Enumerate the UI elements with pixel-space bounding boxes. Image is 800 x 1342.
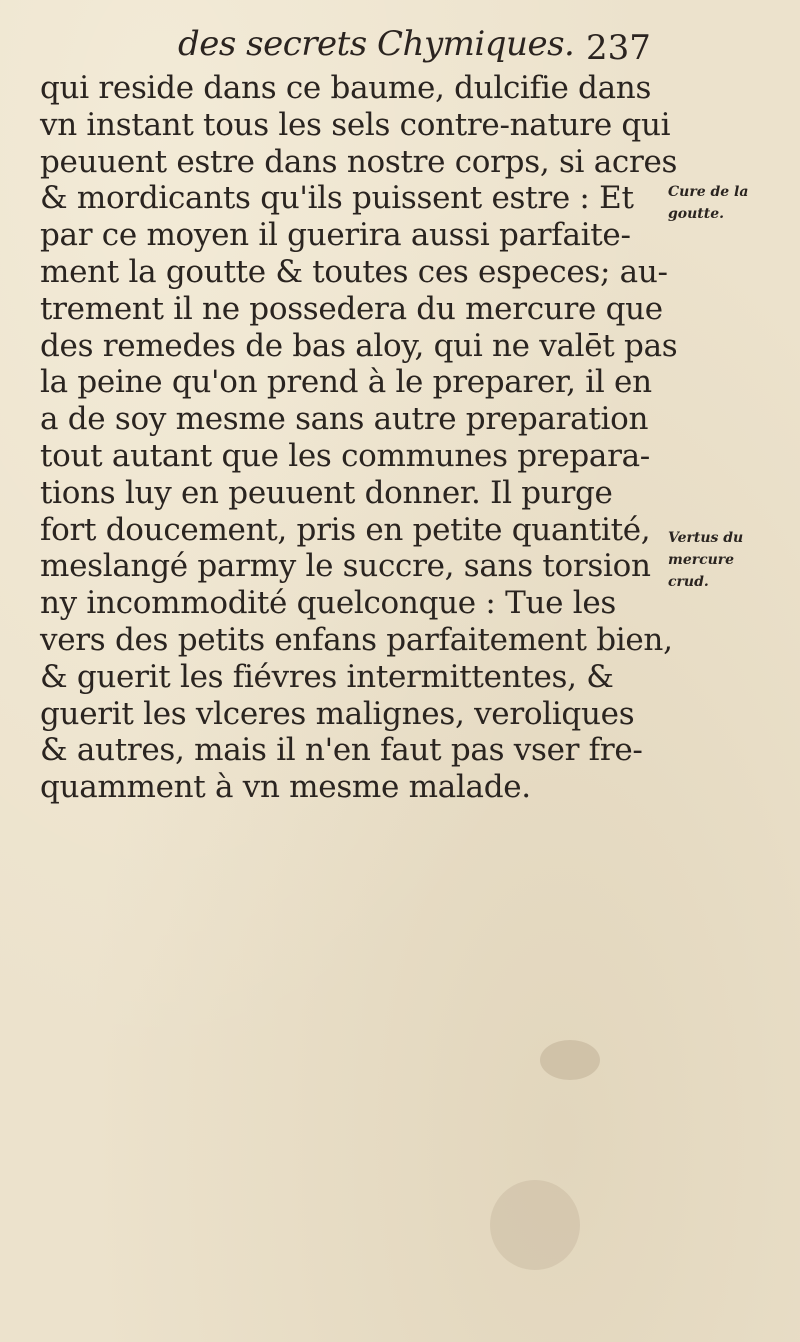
page-header xyxy=(0,18,800,68)
text-line: vers des petits enfans parfaitement bien, xyxy=(40,621,673,658)
text-line: quamment à vn mesme malade. xyxy=(40,769,531,806)
running-title: des secrets Chymiques. xyxy=(178,24,575,64)
text-line: ny incommodité quelconque : Tue les xyxy=(40,585,616,622)
text-line: par ce moyen il guerira aussi parfaite- xyxy=(40,217,631,254)
text-line: la peine qu'on prend à le preparer, il en xyxy=(40,364,652,401)
text-line: tions luy en peuuent donner. Il purge xyxy=(40,474,613,511)
text-line: peuuent estre dans nostre corps, si acres xyxy=(40,143,678,180)
text-line: qui reside dans ce baume, dulcifie dans xyxy=(40,70,652,106)
text-line: & guerit les fiévres intermittentes, & xyxy=(40,658,614,695)
margin-note-vertus-line-3: crud. xyxy=(668,574,709,590)
text-line: & mordicants qu'ils puissent estre : Et xyxy=(40,180,634,217)
text-line: fort doucement, pris en petite quantité, xyxy=(40,511,651,548)
page-number: 237 xyxy=(586,28,651,68)
margin-note-vertus-line-2: mercure xyxy=(668,552,735,568)
text-line: des remedes de bas aloy, qui ne valēt pas xyxy=(40,327,678,364)
margin-note-cure-line-2: goutte. xyxy=(668,206,725,222)
text-line: trement il ne possedera du mercure que xyxy=(40,290,663,327)
body-text xyxy=(40,70,678,806)
text-line: vn instant tous les sels contre-nature qui xyxy=(40,106,671,143)
margin-note-cure-line-1: Cure de la xyxy=(668,184,749,200)
margin-note-vertus-line-1: Vertus du xyxy=(668,530,744,546)
paper-stain xyxy=(490,1180,580,1270)
text-line: ment la goutte & toutes ces especes; au- xyxy=(40,253,668,290)
text-line: & autres, mais il n'en faut pas vser fre- xyxy=(40,732,643,769)
paper-stain xyxy=(540,1040,600,1080)
text-line: a de soy mesme sans autre preparation xyxy=(40,401,649,438)
text-line: tout autant que les communes prepara- xyxy=(40,437,650,474)
text-line: guerit les vlceres malignes, veroliques xyxy=(40,695,635,732)
text-line: meslangé parmy le succre, sans torsion xyxy=(40,548,651,585)
